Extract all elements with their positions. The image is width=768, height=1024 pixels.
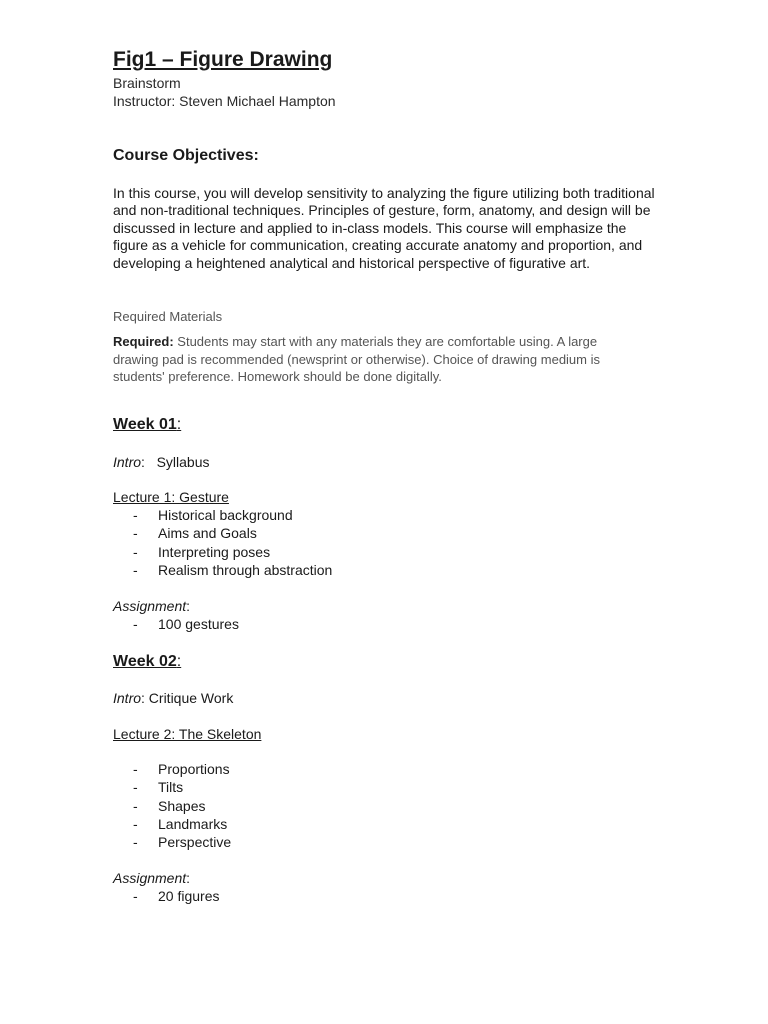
list-item: - 100 gestures [133,615,239,633]
list-item: - Interpreting poses [133,543,332,561]
week-01-intro [113,453,210,471]
week-01-colon: : [176,416,182,433]
week-01-assignment-label: Assignment [113,598,187,614]
week-02-heading [113,652,181,672]
week-01-heading [113,415,181,435]
week-02-intro [113,689,233,707]
list-item: - 20 figures [133,887,219,905]
list-item: - Shapes [133,797,231,815]
course-objectives-heading: Course Objectives: [113,147,259,164]
instructor-line: Instructor: Steven Michael Hampton [113,93,336,109]
list-item: - Historical background [133,506,332,524]
week-02-lecture-list [133,760,231,851]
week-02-assignment-colon: : [186,870,191,886]
week-02-label: Week 02 [113,653,177,670]
week-02-colon: : [176,653,182,670]
required-label: Required: [113,334,174,349]
week-01-assignment-list [133,615,239,633]
document-title: Fig1 – Figure Drawing [113,48,333,71]
week-01-assignment [113,597,190,615]
week-01-intro-text: : Syllabus [141,454,210,470]
list-item: - Proportions [133,760,231,778]
week-01-assignment-colon: : [186,598,191,614]
required-materials-text [113,333,643,386]
required-body: Students may start with any materials they are comfortable using. A large drawing pad is recommended (newsprint or otherwise). Choice of drawing medium is students' preference. Homework should be done digitally. [113,334,600,384]
week-02-intro-text: : Critique Work [141,690,234,706]
document-subtitle: Brainstorm [113,75,181,91]
week-02-lecture-title: Lecture 2: The Skeleton [113,726,262,742]
week-02-assignment-label: Assignment [113,870,187,886]
week-02-assignment-list [133,887,219,905]
list-item: - Tilts [133,778,231,796]
course-objectives-text: In this course, you will develop sensitivity to analyzing the figure utilizing both traditional and non-traditional techniques. Principles of gesture, form, anatomy, and design will be discussed in lecture and applied to in-class models. This course will emphasize the figure as a vehicle for communication, creating accurate anatomy and proportion, and developing a heightened analytical and historical perspective of figurative art. [113,185,655,271]
list-item: - Realism through abstraction [133,561,332,579]
week-01-label: Week 01 [113,416,177,433]
list-item: - Landmarks [133,815,231,833]
week-02-assignment [113,869,190,887]
week-01-lecture-list [133,506,332,579]
week-01-intro-label: Intro [113,454,142,470]
required-materials-heading: Required Materials [113,309,223,324]
list-item: - Perspective [133,833,231,851]
week-01-lecture-title: Lecture 1: Gesture [113,489,229,505]
list-item: - Aims and Goals [133,524,332,542]
week-02-intro-label: Intro [113,690,142,706]
